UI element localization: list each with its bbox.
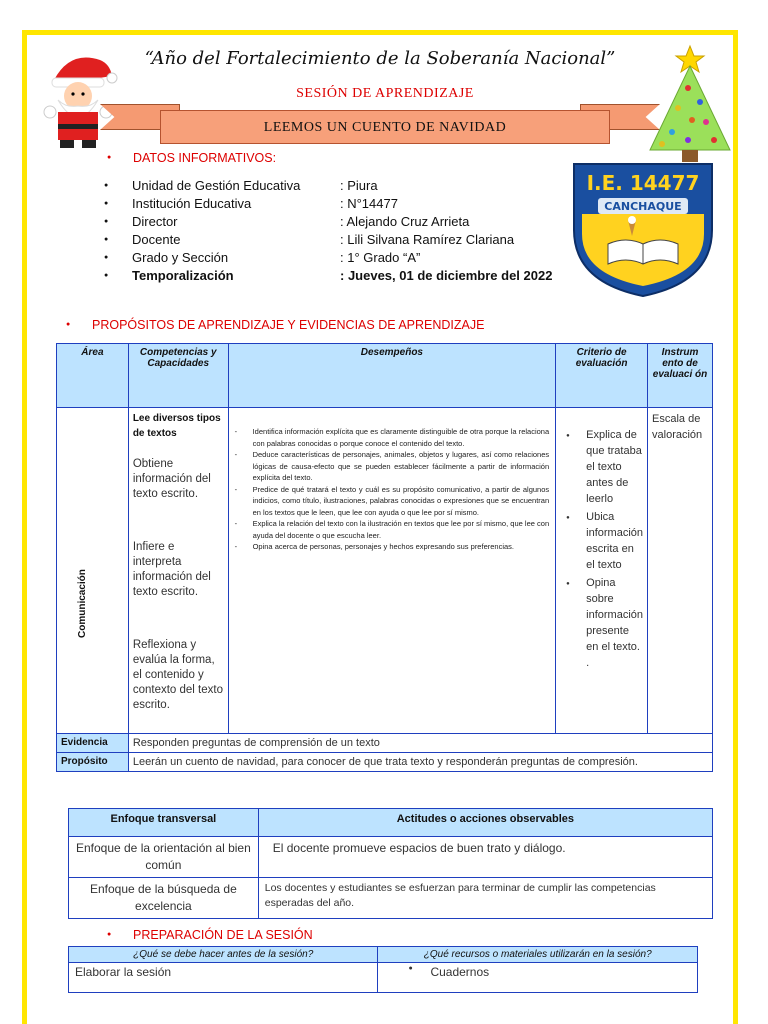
school-logo bbox=[568, 160, 718, 300]
bullet-icon: ● bbox=[408, 965, 413, 972]
enfoque-accion: El docente promueve espacios de buen trato y diálogo. bbox=[258, 837, 712, 878]
propositos-table bbox=[56, 343, 713, 772]
enfoque-name: Enfoque de la búsqueda de excelencia bbox=[69, 878, 259, 919]
col-recursos: ¿Qué recursos o materiales utilizarán en la sesión? bbox=[378, 947, 698, 963]
datos-list bbox=[110, 178, 570, 286]
recursos-cell bbox=[378, 963, 698, 993]
proposito-value: Leerán un cuento de navidad, para conocer de que trata texto y responderán preguntas de compresión. bbox=[128, 753, 712, 772]
christmas-tree-icon bbox=[648, 44, 732, 164]
datos-row: ● Unidad de Gestión Educativa : Piura bbox=[110, 178, 570, 196]
col-area: Área bbox=[57, 344, 129, 408]
datos-row: ● Institución Educativa : N°14477 bbox=[110, 196, 570, 214]
capacidad-item: Infiere e interpreta información del texto escrito. bbox=[132, 541, 211, 598]
enfoque-name: Enfoque de la orientación al bien común bbox=[69, 837, 259, 878]
area-cell bbox=[57, 408, 129, 734]
competencias-cell bbox=[128, 408, 228, 734]
datos-row: ● Docente : Lili Silvana Ramírez Clariana bbox=[110, 232, 570, 250]
instrumento-cell: Escala de valoración bbox=[648, 408, 713, 734]
col-actitudes: Actitudes o acciones observables bbox=[258, 809, 712, 837]
capacidad-item: Reflexiona y evalúa la forma, el contenido y contexto del texto escrito. bbox=[132, 639, 223, 711]
datos-row: ● Director : Alejando Cruz Arrieta bbox=[110, 214, 570, 232]
col-antes: ¿Qué se debe hacer antes de la sesión? bbox=[69, 947, 378, 963]
recursos-value: Cuadernos bbox=[430, 965, 490, 979]
area-name: Comunicación bbox=[77, 569, 88, 638]
santa-claus-icon bbox=[40, 50, 118, 150]
datos-heading: ● DATOS INFORMATIVOS: bbox=[133, 151, 276, 165]
col-competencias: Competencias y Capacidades bbox=[128, 344, 228, 408]
preparacion-heading: ● PREPARACIÓN DE LA SESIÓN bbox=[133, 928, 313, 942]
preparacion-table bbox=[68, 946, 698, 993]
competencia-name: Lee diversos tipos de textos bbox=[132, 413, 221, 439]
datos-row: ● Grado y Sección : 1° Grado “A” bbox=[110, 250, 570, 268]
desempeno-item: - Deduce características de personajes, animales, objetos y lugares, así como relaciones lógicas de causa-efecto que se pueden establecer fácilmente a partir de información explícita del texto. bbox=[235, 449, 550, 484]
antes-value: Elaborar la sesión bbox=[69, 963, 378, 993]
year-title: “Año del Fortalecimiento de la Soberanía Nacional” bbox=[144, 48, 616, 69]
desempenos-cell bbox=[228, 408, 556, 734]
logo-town-text: CANCHAQUE bbox=[604, 200, 682, 213]
session-label: SESIÓN DE APRENDIZAJE bbox=[296, 86, 474, 101]
evidencia-label: Evidencia bbox=[57, 734, 129, 753]
criterio-item: ● Opina sobre información presente en el texto. . bbox=[560, 575, 643, 671]
desempeno-item: - Identifica información explícita que es claramente distinguible de otra porque la relaciona con palabras conocidas o porque conoce el contenido del texto. bbox=[235, 426, 550, 449]
col-desempenos: Desempeños bbox=[228, 344, 556, 408]
session-title-banner: LEEMOS UN CUENTO DE NAVIDAD bbox=[160, 110, 610, 144]
desempeno-item: - Explica la relación del texto con la ilustración en textos que lee por sí mismo, que lee con ayuda del docente o que escucha leer. bbox=[235, 518, 550, 541]
criterios-cell bbox=[556, 408, 648, 734]
desempeno-item: - Predice de qué tratará el texto y cuál es su propósito comunicativo, a partir de algunos indicios, como título, ilustraciones, palabras conocidas o expresiones que se encuentran en los textos que le leen, que lee con ayuda o que lee por sí mismo. bbox=[235, 484, 550, 519]
col-enfoque: Enfoque transversal bbox=[69, 809, 259, 837]
desempeno-item: - Opina acerca de personas, personajes y hechos expresando sus preferencias. bbox=[235, 541, 550, 553]
col-criterio: Criterio de evaluación bbox=[556, 344, 648, 408]
enfoques-table bbox=[68, 808, 713, 919]
logo-school-text: I.E. 14477 bbox=[586, 171, 700, 195]
criterio-item: ● Explica de que trataba el texto antes de leerlo bbox=[560, 427, 643, 507]
criterio-item: ● Ubica información escrita en el texto bbox=[560, 509, 643, 573]
propositos-heading: ● PROPÓSITOS DE APRENDIZAJE Y EVIDENCIAS DE APRENDIZAJE bbox=[92, 318, 484, 332]
col-instrumento: Instrum ento de evaluaci ón bbox=[648, 344, 713, 408]
datos-row: ● Temporalización : Jueves, 01 de diciembre del 2022 bbox=[110, 268, 570, 286]
capacidad-item: Obtiene información del texto escrito. bbox=[132, 458, 211, 500]
evidencia-value: Responden preguntas de comprensión de un texto bbox=[128, 734, 712, 753]
enfoque-accion: Los docentes y estudiantes se esfuerzan para terminar de cumplir las competencias esperadas del año. bbox=[258, 878, 712, 919]
proposito-label: Propósito bbox=[57, 753, 129, 772]
